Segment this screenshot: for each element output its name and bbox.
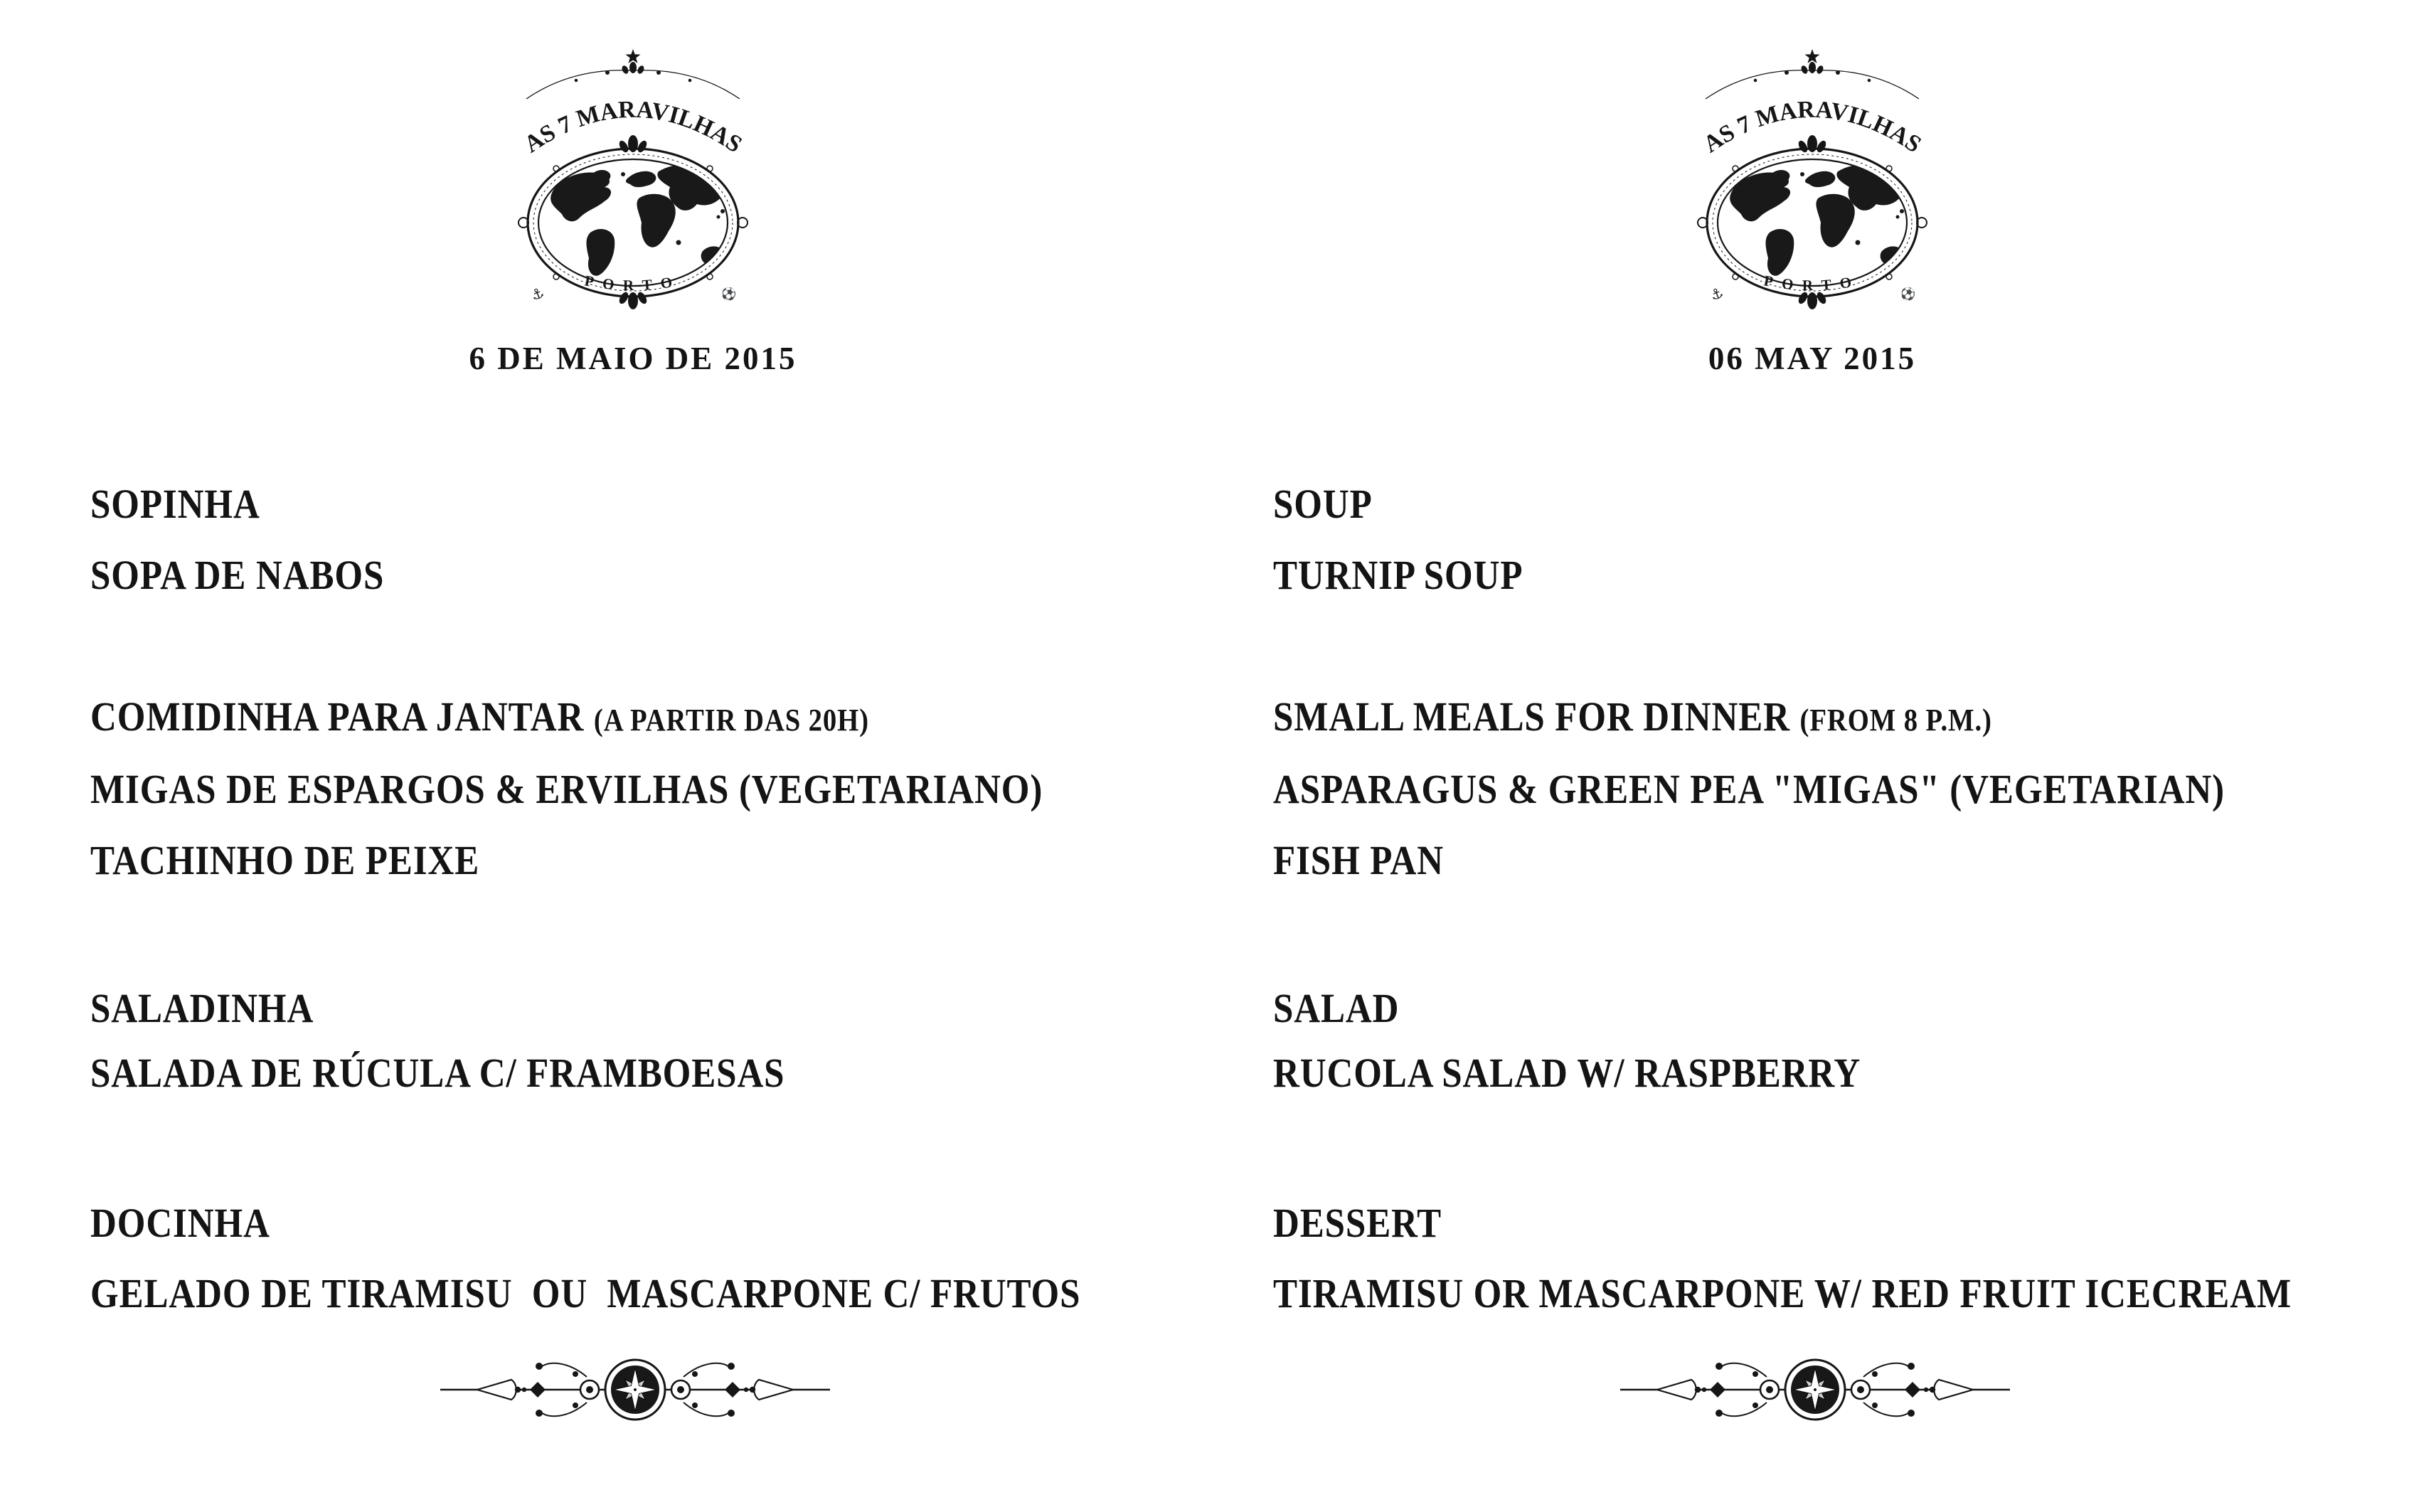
section-note: (FROM 8 P.M.) — [1799, 703, 1992, 738]
compass-rose-icon — [1785, 1360, 1845, 1420]
brand-logo — [508, 46, 758, 323]
menu-item: GELADO DE TIRAMISU OU MASCARPONE C/ FRUTOS — [90, 1270, 1081, 1316]
anchor-icon: ⚓ — [1707, 283, 1726, 304]
compass-rose-icon — [605, 1360, 665, 1420]
menu-item: SALADA DE RÚCULA C/ FRAMBOESAS — [90, 1050, 785, 1096]
menu-date: 6 DE MAIO DE 2015 — [469, 341, 797, 376]
brand-city-text: PORTO — [1762, 272, 1862, 294]
section-title-dessert: DOCINHA — [90, 1200, 270, 1246]
brand-city-text: PORTO — [583, 272, 683, 294]
section-title-dinner: SMALL MEALS FOR DINNER (FROM 8 P.M.) — [1273, 693, 1992, 740]
star-icon — [1805, 49, 1820, 63]
compass-divider — [436, 1350, 834, 1430]
section-title-salad: SALADINHA — [90, 985, 314, 1031]
football-icon: ⚽ — [721, 287, 737, 302]
menu-item: TACHINHO DE PEIXE — [90, 837, 480, 883]
section-title-salad: SALAD — [1273, 985, 1400, 1031]
brand-title-text: AS 7 MARAVILHAS — [1698, 96, 1926, 159]
anchor-icon: ⚓ — [528, 283, 547, 304]
world-map-icon — [551, 164, 725, 276]
menu-item: TURNIP SOUP — [1273, 552, 1523, 598]
brand-title-text: AS 7 MARAVILHAS — [519, 96, 747, 159]
menu-date: 06 MAY 2015 — [1708, 341, 1917, 376]
brand-logo — [1687, 46, 1937, 323]
menu-item: MIGAS DE ESPARGOS & ERVILHAS (VEGETARIANO) — [90, 766, 1043, 812]
menu-item: FISH PAN — [1273, 837, 1445, 883]
football-icon: ⚽ — [1900, 287, 1916, 302]
garland-ornament — [526, 62, 740, 99]
section-title-dessert: DESSERT — [1273, 1200, 1442, 1246]
section-title-dinner: COMIDINHA PARA JANTAR (A PARTIR DAS 20H) — [90, 693, 869, 740]
world-map-icon — [1730, 164, 1905, 276]
menu-item: ASPARAGUS & GREEN PEA "MIGAS" (VEGETARIAN) — [1273, 766, 2225, 812]
compass-divider — [1616, 1350, 2014, 1430]
menu-column-english — [1218, 0, 2436, 1512]
menu-item: RUCOLA SALAD W/ RASPBERRY — [1273, 1050, 1861, 1096]
star-icon — [626, 49, 641, 63]
section-title-soup: SOUP — [1273, 481, 1373, 527]
section-note: (A PARTIR DAS 20H) — [593, 703, 869, 738]
menu-item: SOPA DE NABOS — [90, 552, 385, 598]
garland-ornament — [1706, 62, 1919, 99]
section-title-soup: SOPINHA — [90, 481, 260, 527]
menu-item: TIRAMISU OR MASCARPONE W/ RED FRUIT ICECREAM — [1273, 1270, 2292, 1316]
